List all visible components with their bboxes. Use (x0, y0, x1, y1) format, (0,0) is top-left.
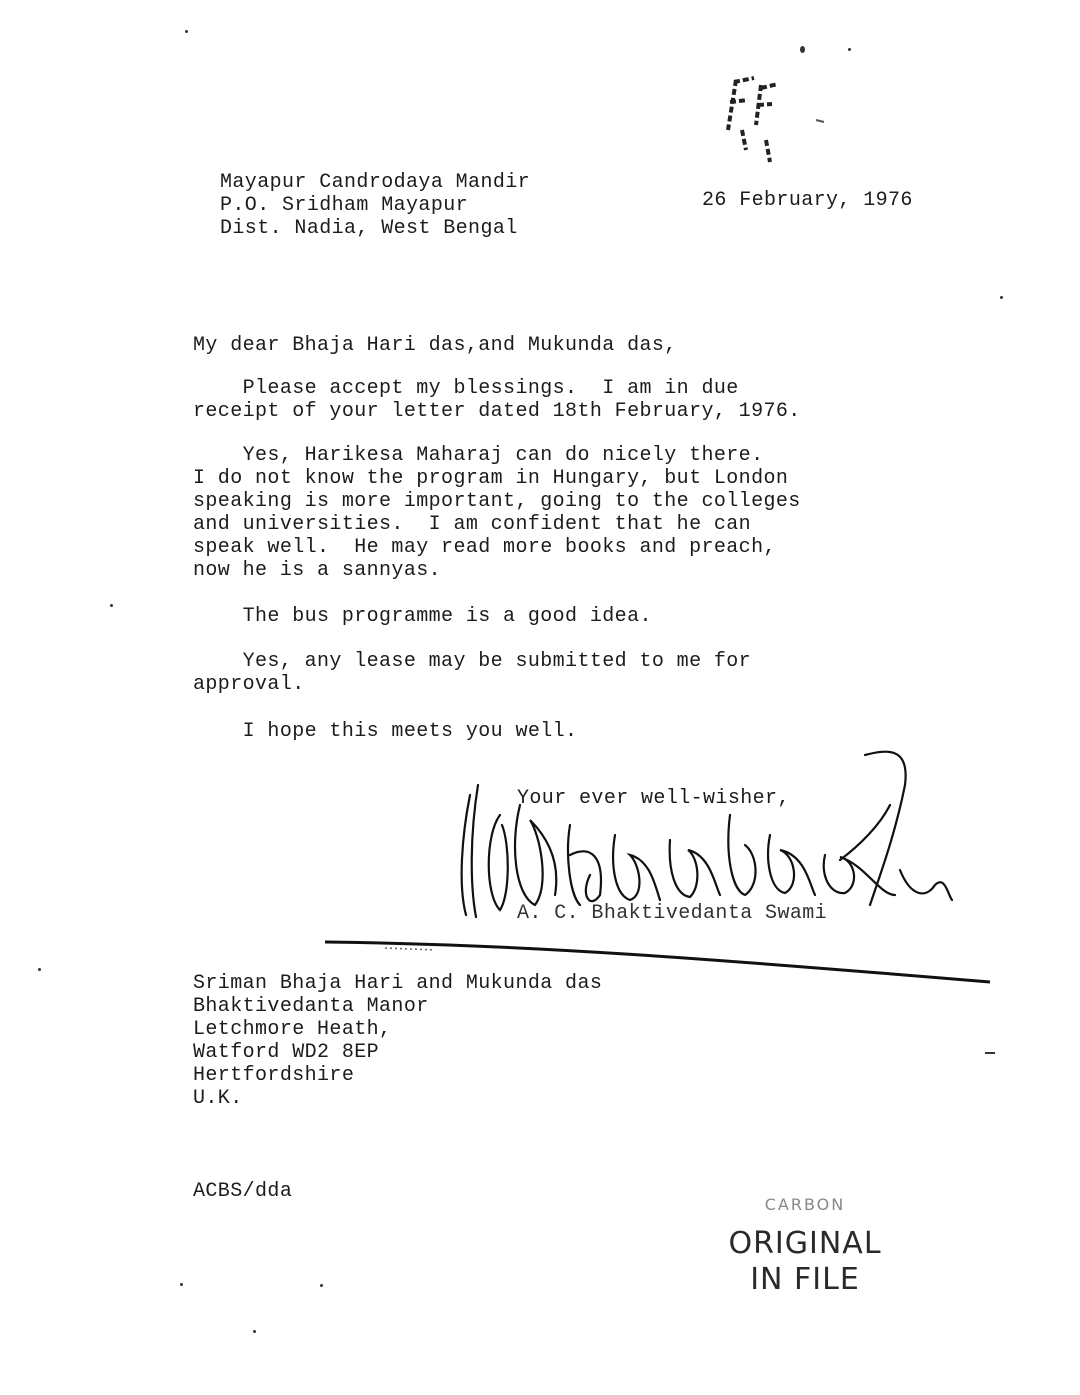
recipient-line: Hertfordshire (193, 1064, 355, 1087)
recipient-line: U.K. (193, 1087, 243, 1110)
speck (180, 1283, 183, 1286)
body-line: The bus programme is a good idea. (193, 605, 652, 628)
stamp-original: ORIGINAL (728, 1226, 882, 1261)
stamp-small-text: CARBON (764, 1195, 846, 1214)
body-line: speaking is more important, going to the colleges (193, 490, 801, 513)
letter-date: 26 February, 1976 (702, 189, 913, 212)
body-line: Yes, Harikesa Maharaj can do nicely there. (193, 444, 764, 467)
body-line: Please accept my blessings. I am in due (193, 377, 739, 400)
body-line: now he is a sannyas. (193, 559, 442, 582)
salutation: My dear Bhaja Hari das,and Mukunda das, (193, 334, 677, 357)
sender-address-line: Dist. Nadia, West Bengal (220, 217, 518, 240)
reference-initials: ACBS/dda (193, 1180, 293, 1203)
speck (110, 604, 113, 607)
sender-address-line: P.O. Sridham Mayapur (220, 194, 469, 217)
speck (185, 30, 188, 33)
signatory-name: A. C. Bhaktivedanta Swami (517, 902, 828, 925)
body-line: I do not know the program in Hungary, but London (193, 467, 789, 490)
body-line: Yes, any lease may be submitted to me for (193, 650, 752, 673)
speck (253, 1330, 256, 1333)
speck (1000, 296, 1003, 299)
stamp-in-file: IN FILE (750, 1262, 860, 1297)
recipient-line: Bhaktivedanta Manor (193, 995, 429, 1018)
recipient-line: Letchmore Heath, (193, 1018, 392, 1041)
body-line: and universities. I am confident that he can (193, 513, 752, 536)
closing: Your ever well-wisher, (517, 787, 790, 810)
file-mark-scribble (706, 70, 826, 170)
body-line: approval. (193, 673, 305, 696)
speck (848, 48, 851, 51)
speck (320, 1284, 323, 1287)
body-line: receipt of your letter dated 18th February, 1976. (193, 400, 801, 423)
speck (800, 46, 805, 53)
body-line: speak well. He may read more books and preach, (193, 536, 776, 559)
recipient-line: Watford WD2 8EP (193, 1041, 380, 1064)
speck (985, 1052, 995, 1054)
body-line: I hope this meets you well. (193, 720, 578, 743)
sender-address-line: Mayapur Candrodaya Mandir (220, 171, 531, 194)
recipient-line: Sriman Bhaja Hari and Mukunda das (193, 972, 603, 995)
speck (38, 968, 41, 971)
